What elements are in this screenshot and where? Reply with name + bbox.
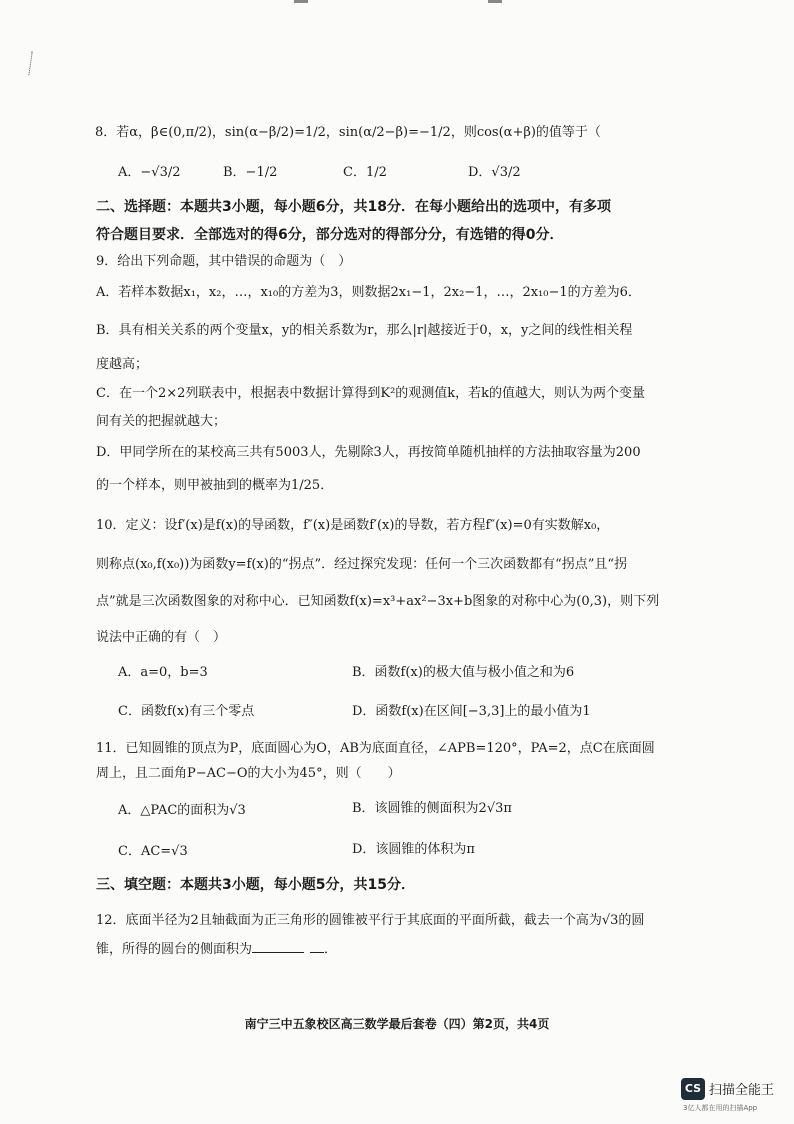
q10-option-b: B．函数f(x)的极大值与极小值之和为6: [352, 665, 575, 680]
q11-option-b: B．该圆锥的侧面积为2√3π: [352, 801, 512, 816]
q12-stem: 12．底面半径为2且轴截面为正三角形的圆锥被平行于其底面的平面所截，截去一个高为√3的圆: [96, 913, 645, 928]
q10-option-c: C．函数f(x)有三个零点: [118, 704, 255, 719]
scanner-name: 扫描全能王: [709, 1083, 775, 1098]
q10-option-a: A．a=0，b=3: [118, 665, 208, 680]
camscanner-icon: CS: [681, 1078, 705, 1100]
q11-stem-line2: 周上，且二面角P−AC−O的大小为45°，则（ ）: [96, 766, 401, 781]
scan-edge-mark: [488, 0, 502, 3]
q11-stem: 11．已知圆锥的顶点为P，底面圆心为O，AB为底面直径，∠APB=120°，PA=2，点C在底面圆: [96, 741, 655, 756]
q10-stem-line2: 则称点(x₀,f(x₀))为函数y=f(x)的“拐点”．经过探究发现：任何一个三次函数都有“拐点”且“拐: [96, 557, 628, 572]
section2-title-cont: 符合题目要求．全部选对的得6分，部分选对的得部分分，有选错的得0分．: [96, 227, 564, 243]
q8-option-a: A．−√3/2: [118, 165, 181, 180]
q10-option-d: D．函数f(x)在区间[−3,3]上的最小值为1: [352, 704, 591, 719]
q9-option-b-cont: 度越高；: [96, 357, 149, 372]
q9-option-a: A．若样本数据x₁，x₂，…，x₁₀的方差为3，则数据2x₁−1，2x₂−1，…，2x₁₀−1的方差为6．: [96, 285, 641, 300]
q12-stem-text: 锥，所得的圆台的侧面积为: [96, 942, 253, 957]
q10-stem: 10．定义：设f′(x)是f(x)的导函数，f″(x)是函数f′(x)的导数，若方程f″(x)=0有实数解x₀，: [96, 518, 610, 533]
section2-title: 二、选择题：本题共3小题，每小题6分，共18分．在每小题给出的选项中，有多项: [96, 199, 611, 215]
q9-option-d: D．甲同学所在的某校高三共有5003人，先剔除3人，再按简单随机抽样的方法抽取容量为200: [96, 445, 641, 460]
margin-scribble: [28, 51, 42, 76]
page-footer: 南宁三中五象校区高三数学最后套卷（四）第2页，共4页: [244, 1017, 550, 1031]
q8-option-d: D．√3/2: [468, 165, 521, 180]
q9-option-c-cont: 间有关的把握就越大；: [96, 414, 227, 429]
q8-option-c: C．1/2: [343, 165, 387, 180]
q10-stem-line4: 说法中正确的有（ ）: [96, 630, 227, 645]
q8-stem: 8．若α，β∈(0,π/2)，sin(α−β/2)=1/2，sin(α/2−β)=−1/2，则cos(α+β)的值等于（: [95, 125, 601, 140]
scanner-watermark: [681, 1076, 791, 1116]
scanner-tagline: 3亿人都在用的扫描App: [683, 1104, 758, 1112]
q9-option-d-cont: 的一个样本，则甲被抽到的概率为1/25．: [96, 478, 334, 493]
q9-stem: 9．给出下列命题，其中错误的命题为（ ）: [96, 254, 352, 269]
q8-option-b: B．−1/2: [223, 165, 278, 180]
scan-edge-mark: [294, 0, 308, 3]
answer-blank[interactable]: [252, 952, 304, 953]
q11-option-a: A．△PAC的面积为√3: [118, 803, 246, 818]
q10-stem-line3: 点”就是三次函数图象的对称中心．已知函数f(x)=x³+ax²−3x+b图象的对称中心为(0,3)，则下列: [96, 594, 660, 609]
q11-option-d: D．该圆锥的体积为π: [352, 842, 475, 857]
answer-blank-tail: [310, 952, 324, 953]
q12-stem-line2: 锥，所得的圆台的侧面积为 ．: [96, 942, 338, 957]
q9-option-b: B．具有相关关系的两个变量x，y的相关系数为r，那么|r|越接近于0，x，y之间的线性相关程: [96, 323, 633, 338]
q9-option-c: C．在一个2×2列联表中，根据表中数据计算得到K²的观测值k，若k的值越大，则认为两个变量: [96, 386, 646, 401]
q11-option-c: C．AC=√3: [118, 844, 188, 859]
section3-title: 三、填空题：本题共3小题，每小题5分，共15分．: [96, 877, 415, 893]
